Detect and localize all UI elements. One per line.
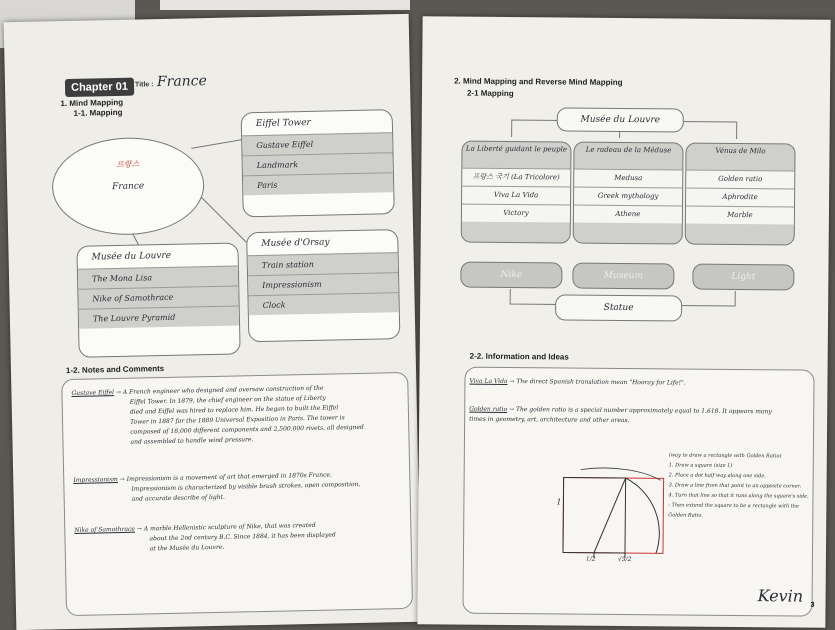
category-box xyxy=(573,142,684,245)
subsection-heading: 1-1. Mapping xyxy=(74,108,123,118)
note-text: Tower in 1887 for the 1889 Universal Exposition in Paris. The tower is xyxy=(72,414,345,427)
orsay-row: Impressionism xyxy=(248,272,398,295)
category-row: Marble xyxy=(686,206,794,225)
section-heading: 2. Mind Mapping and Reverse Mind Mapping xyxy=(454,77,623,87)
eiffel-row: Paris xyxy=(243,172,393,195)
eiffel-row: Landmark xyxy=(243,152,393,175)
pill-node: Nike xyxy=(460,262,562,289)
top-node: Musée du Louvre xyxy=(557,107,684,132)
eiffel-head: Eiffel Tower xyxy=(242,110,392,135)
title-label: Title : xyxy=(135,81,154,88)
bottom-node: Statue xyxy=(555,294,682,321)
label-half: 1/2 xyxy=(586,556,596,563)
left-page xyxy=(4,14,422,630)
signature: Kevin xyxy=(758,586,804,605)
step: 3. Draw a line from that point to an opposite corner. xyxy=(669,480,819,491)
info-key: Golden ratio xyxy=(469,406,507,413)
golden-ratio-diagram xyxy=(518,457,669,568)
info-heading: 2-2. Information and Ideas xyxy=(470,352,569,362)
note-text: → A French engineer who designed and oversaw construction of the xyxy=(116,385,324,396)
category-head: Vénus de Milo xyxy=(686,144,794,171)
louvre-row: The Louvre Pyramid xyxy=(79,305,239,328)
note-key: Nike of Samothrace xyxy=(74,526,135,534)
steps-title: (way to draw a rectangle with Golden Ratio) xyxy=(669,450,819,461)
category-row: Victory xyxy=(462,204,570,223)
eiffel-box xyxy=(241,109,395,217)
orsay-row: Train station xyxy=(248,252,398,275)
note-text: and accurate describe of light. xyxy=(74,494,225,504)
note-text: Eiffel Tower. In 1879, the chief engineer on the statue of Liberty xyxy=(72,395,326,407)
info-text: → The direct Spanish translation mean "Hooray for Life!". xyxy=(509,378,685,387)
info-key: Viva La Vida xyxy=(469,378,507,385)
chapter-badge: Chapter 01 xyxy=(65,78,134,97)
right-page xyxy=(417,16,830,628)
category-row: Greek mythology xyxy=(574,187,682,206)
category-row: Golden ratio xyxy=(686,170,794,189)
section-heading: 1. Mind Mapping xyxy=(60,98,123,108)
louvre-row: The Mona Lisa xyxy=(78,265,238,288)
note-text: composed of 18,000 different components and 2,500,000 rivets, all designed xyxy=(72,424,364,437)
page-number: 3 xyxy=(811,602,815,609)
step: 1. Draw a square (size 1) xyxy=(669,460,819,471)
label-root5: √5/2 xyxy=(618,556,632,563)
orsay-head: Musée d'Orsay xyxy=(247,230,397,255)
category-head: La Liberté guidant le peuple xyxy=(462,142,570,169)
note-text: died and Eiffel was hired to replace him. He began to built the Eiffel xyxy=(72,404,339,417)
note-key: Gustave Eiffel xyxy=(71,389,114,397)
note-text: and assembled to handle wind pressure. xyxy=(72,436,253,447)
category-row: Athene xyxy=(574,205,682,224)
eiffel-row: Gustave Eiffel xyxy=(242,132,392,155)
orsay-row: Clock xyxy=(248,292,398,315)
pill-node: Museum xyxy=(572,263,674,290)
step: 2. Place a dot half way along one side. xyxy=(669,470,819,481)
info-golden xyxy=(469,405,789,428)
note-text: about the 2nd century B.C. Since 1884, it has been displayed xyxy=(74,531,335,543)
note-key: Impressionism xyxy=(73,476,118,484)
notes-heading: 1-2. Notes and Comments xyxy=(66,364,164,375)
subsection-heading: 2-1 Mapping xyxy=(467,89,514,98)
info-text: → The golden ratio is a special number approximately equal to 1.618. It appears many times in geometry, art, architecture and other areas. xyxy=(469,406,772,424)
center-english: France xyxy=(53,180,203,193)
steps-list xyxy=(668,450,819,521)
background-paper-strip xyxy=(160,0,410,10)
category-box xyxy=(461,141,572,244)
category-row: 프랑스 국기 (La Tricolore) xyxy=(462,168,570,187)
step: - Then extend the square to be a rectangle with the Golden Ratio. xyxy=(668,500,818,521)
louvre-row: Nike of Samothrace xyxy=(78,285,238,308)
louvre-box xyxy=(76,242,240,357)
category-row: Aphrodite xyxy=(686,188,794,207)
note-text: → Impressionism is a movement of art that emerged in 1870s France. xyxy=(120,472,332,483)
title-value: France xyxy=(157,73,207,90)
category-row: Medusa xyxy=(574,169,682,188)
label-one: 1 xyxy=(556,497,561,506)
note-text: at the Musée du Louvre. xyxy=(75,544,225,554)
louvre-head: Musée du Louvre xyxy=(77,243,237,268)
note-text: → A marble Hellenistic sculpture of Nike, that was created xyxy=(137,522,316,533)
orsay-box xyxy=(246,229,400,342)
category-head: Le radeau de la Méduse xyxy=(574,143,682,170)
note-eiffel xyxy=(71,382,402,449)
category-row: Viva La Vida xyxy=(462,186,570,205)
note-text: Impressionism is characterized by visible brush strokes, open composition, xyxy=(73,481,360,494)
category-box xyxy=(685,143,796,246)
center-korean: 프랑스 xyxy=(53,157,203,171)
step: 4. Turn that line so that it runs along the square's side. xyxy=(668,490,818,501)
pill-node: Light xyxy=(692,264,794,291)
